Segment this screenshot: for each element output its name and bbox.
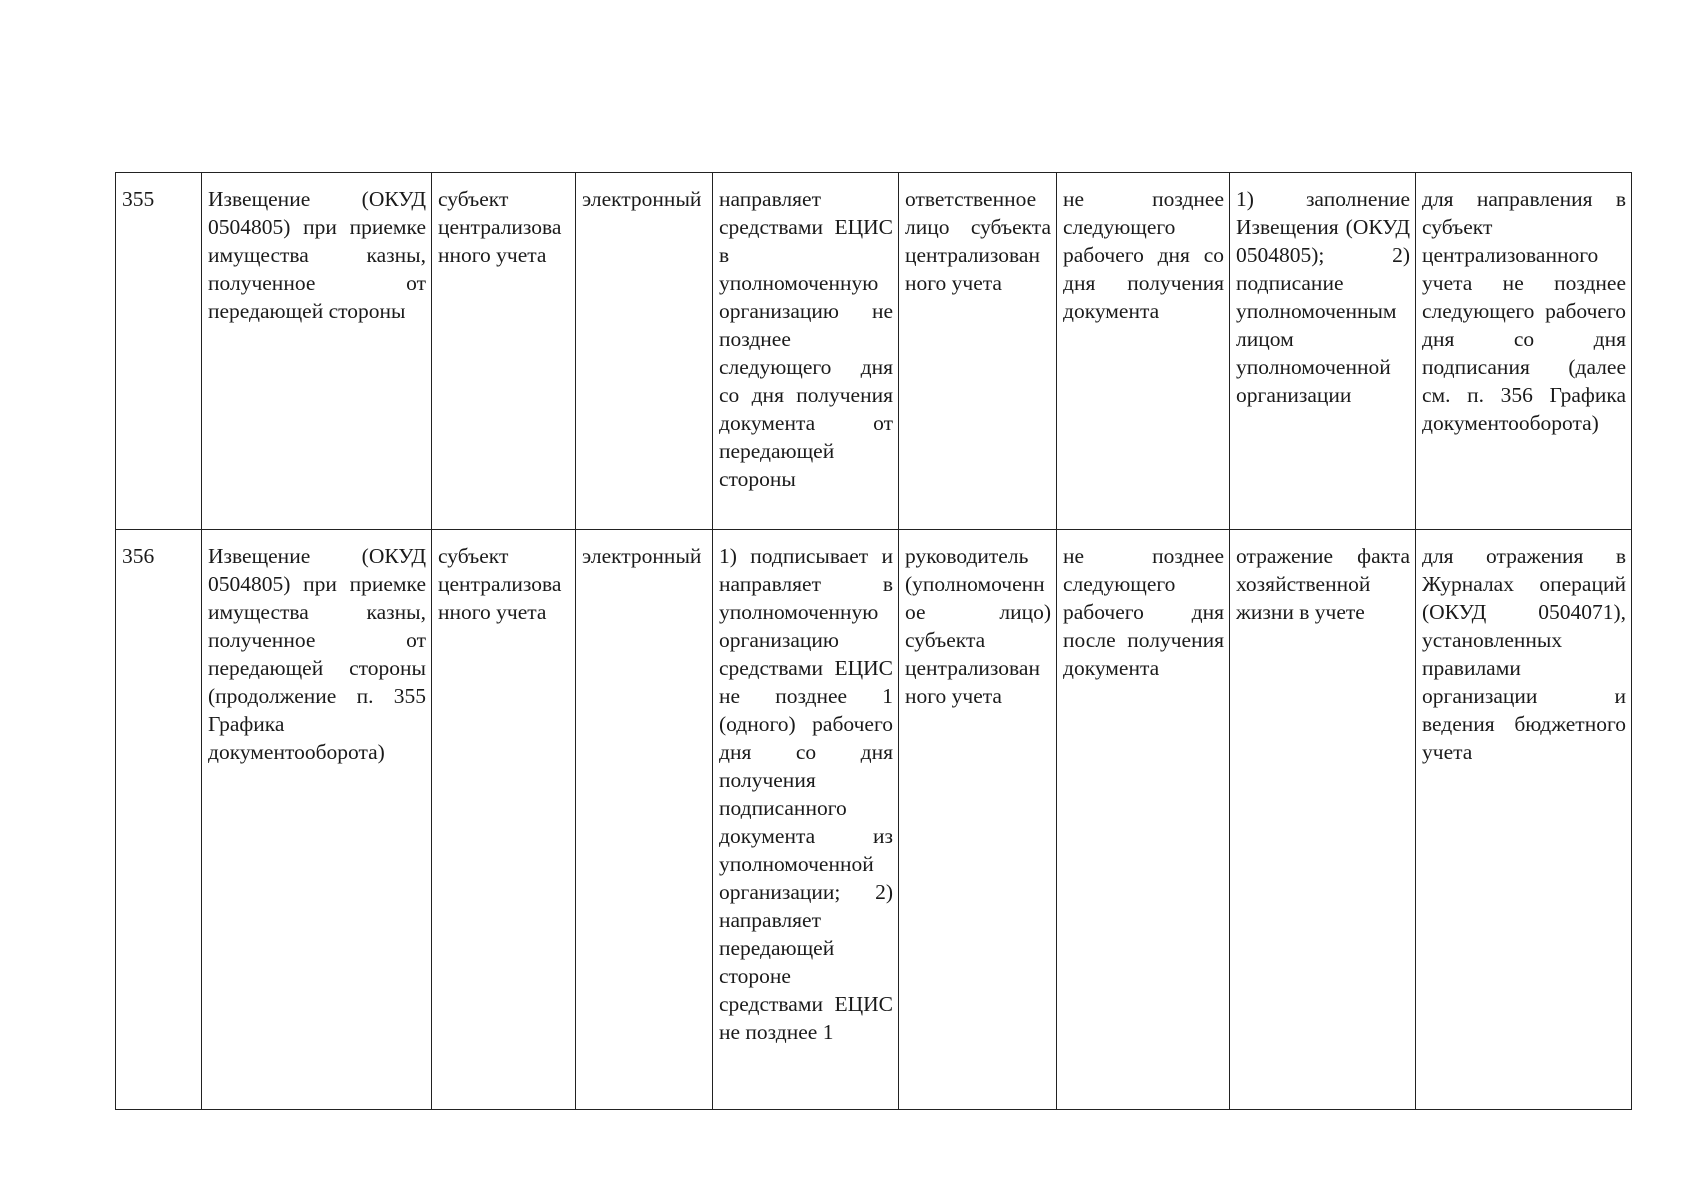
procedure-text: направляет средствами ЕЦИС в уполномоченную организацию не позднее следующего дня со дня получения документа от передающей стороны	[719, 187, 893, 491]
document-cell	[202, 173, 432, 530]
procedure-text: 1) подписывает и направляет в уполномоченную организацию средствами ЕЦИС не позднее 1 (одного) рабочего дня со дня получения подписанного документа из уполномоченной организации; 2) направляет передающей стороне средствами ЕЦИС не позднее 1	[719, 544, 893, 1044]
creator-cell	[432, 530, 576, 1110]
row-number-cell	[116, 173, 202, 530]
deadline-text: не позднее следующего рабочего дня после получения документа	[1063, 544, 1224, 680]
action-text: 1) заполнение Извещения (ОКУД 0504805); 2) подписание уполномоченным лицом уполномоченной организации	[1236, 187, 1410, 407]
format-cell	[576, 173, 713, 530]
row-number: 355	[122, 187, 155, 211]
responsible-person: руководитель (уполномоченное лицо) субъекта централизованного учета	[905, 544, 1051, 708]
document-cell	[202, 530, 432, 1110]
creator-cell	[432, 173, 576, 530]
row-number-cell	[116, 530, 202, 1110]
responsible-person: ответственное лицо субъекта централизованного учета	[905, 187, 1051, 295]
purpose-text: для отражения в Журналах операций (ОКУД 0504071), установленных правилами организации и ведения бюджетного учета	[1422, 544, 1626, 764]
document-flow-table	[115, 172, 1632, 1110]
document-format: электронный	[582, 187, 702, 211]
document-creator: субъект централизованного учета	[438, 187, 562, 267]
table-row	[116, 530, 1632, 1110]
action-cell	[1230, 530, 1416, 1110]
table-row	[116, 173, 1632, 530]
format-cell	[576, 530, 713, 1110]
row-number: 356	[122, 544, 155, 568]
document-name: Извещение (ОКУД 0504805) при приемке имущества казны, полученное от передающей стороны (продолжение п. 355 Графика документооборота)	[208, 544, 426, 764]
procedure-cell	[713, 530, 899, 1110]
document-name: Извещение (ОКУД 0504805) при приемке имущества казны, полученное от передающей стороны	[208, 187, 426, 323]
document-creator: субъект централизованного учета	[438, 544, 562, 624]
action-cell	[1230, 173, 1416, 530]
purpose-cell	[1416, 173, 1632, 530]
action-text: отражение факта хозяйственной жизни в учете	[1236, 544, 1410, 624]
deadline-text: не позднее следующего рабочего дня со дня получения документа	[1063, 187, 1224, 323]
procedure-cell	[713, 173, 899, 530]
deadline-cell	[1057, 173, 1230, 530]
purpose-cell	[1416, 530, 1632, 1110]
purpose-text: для направления в субъект централизованного учета не позднее следующего рабочего дня со дня подписания (далее см. п. 356 Графика документооборота)	[1422, 187, 1626, 435]
document-format: электронный	[582, 544, 702, 568]
responsible-cell	[899, 173, 1057, 530]
responsible-cell	[899, 530, 1057, 1110]
deadline-cell	[1057, 530, 1230, 1110]
